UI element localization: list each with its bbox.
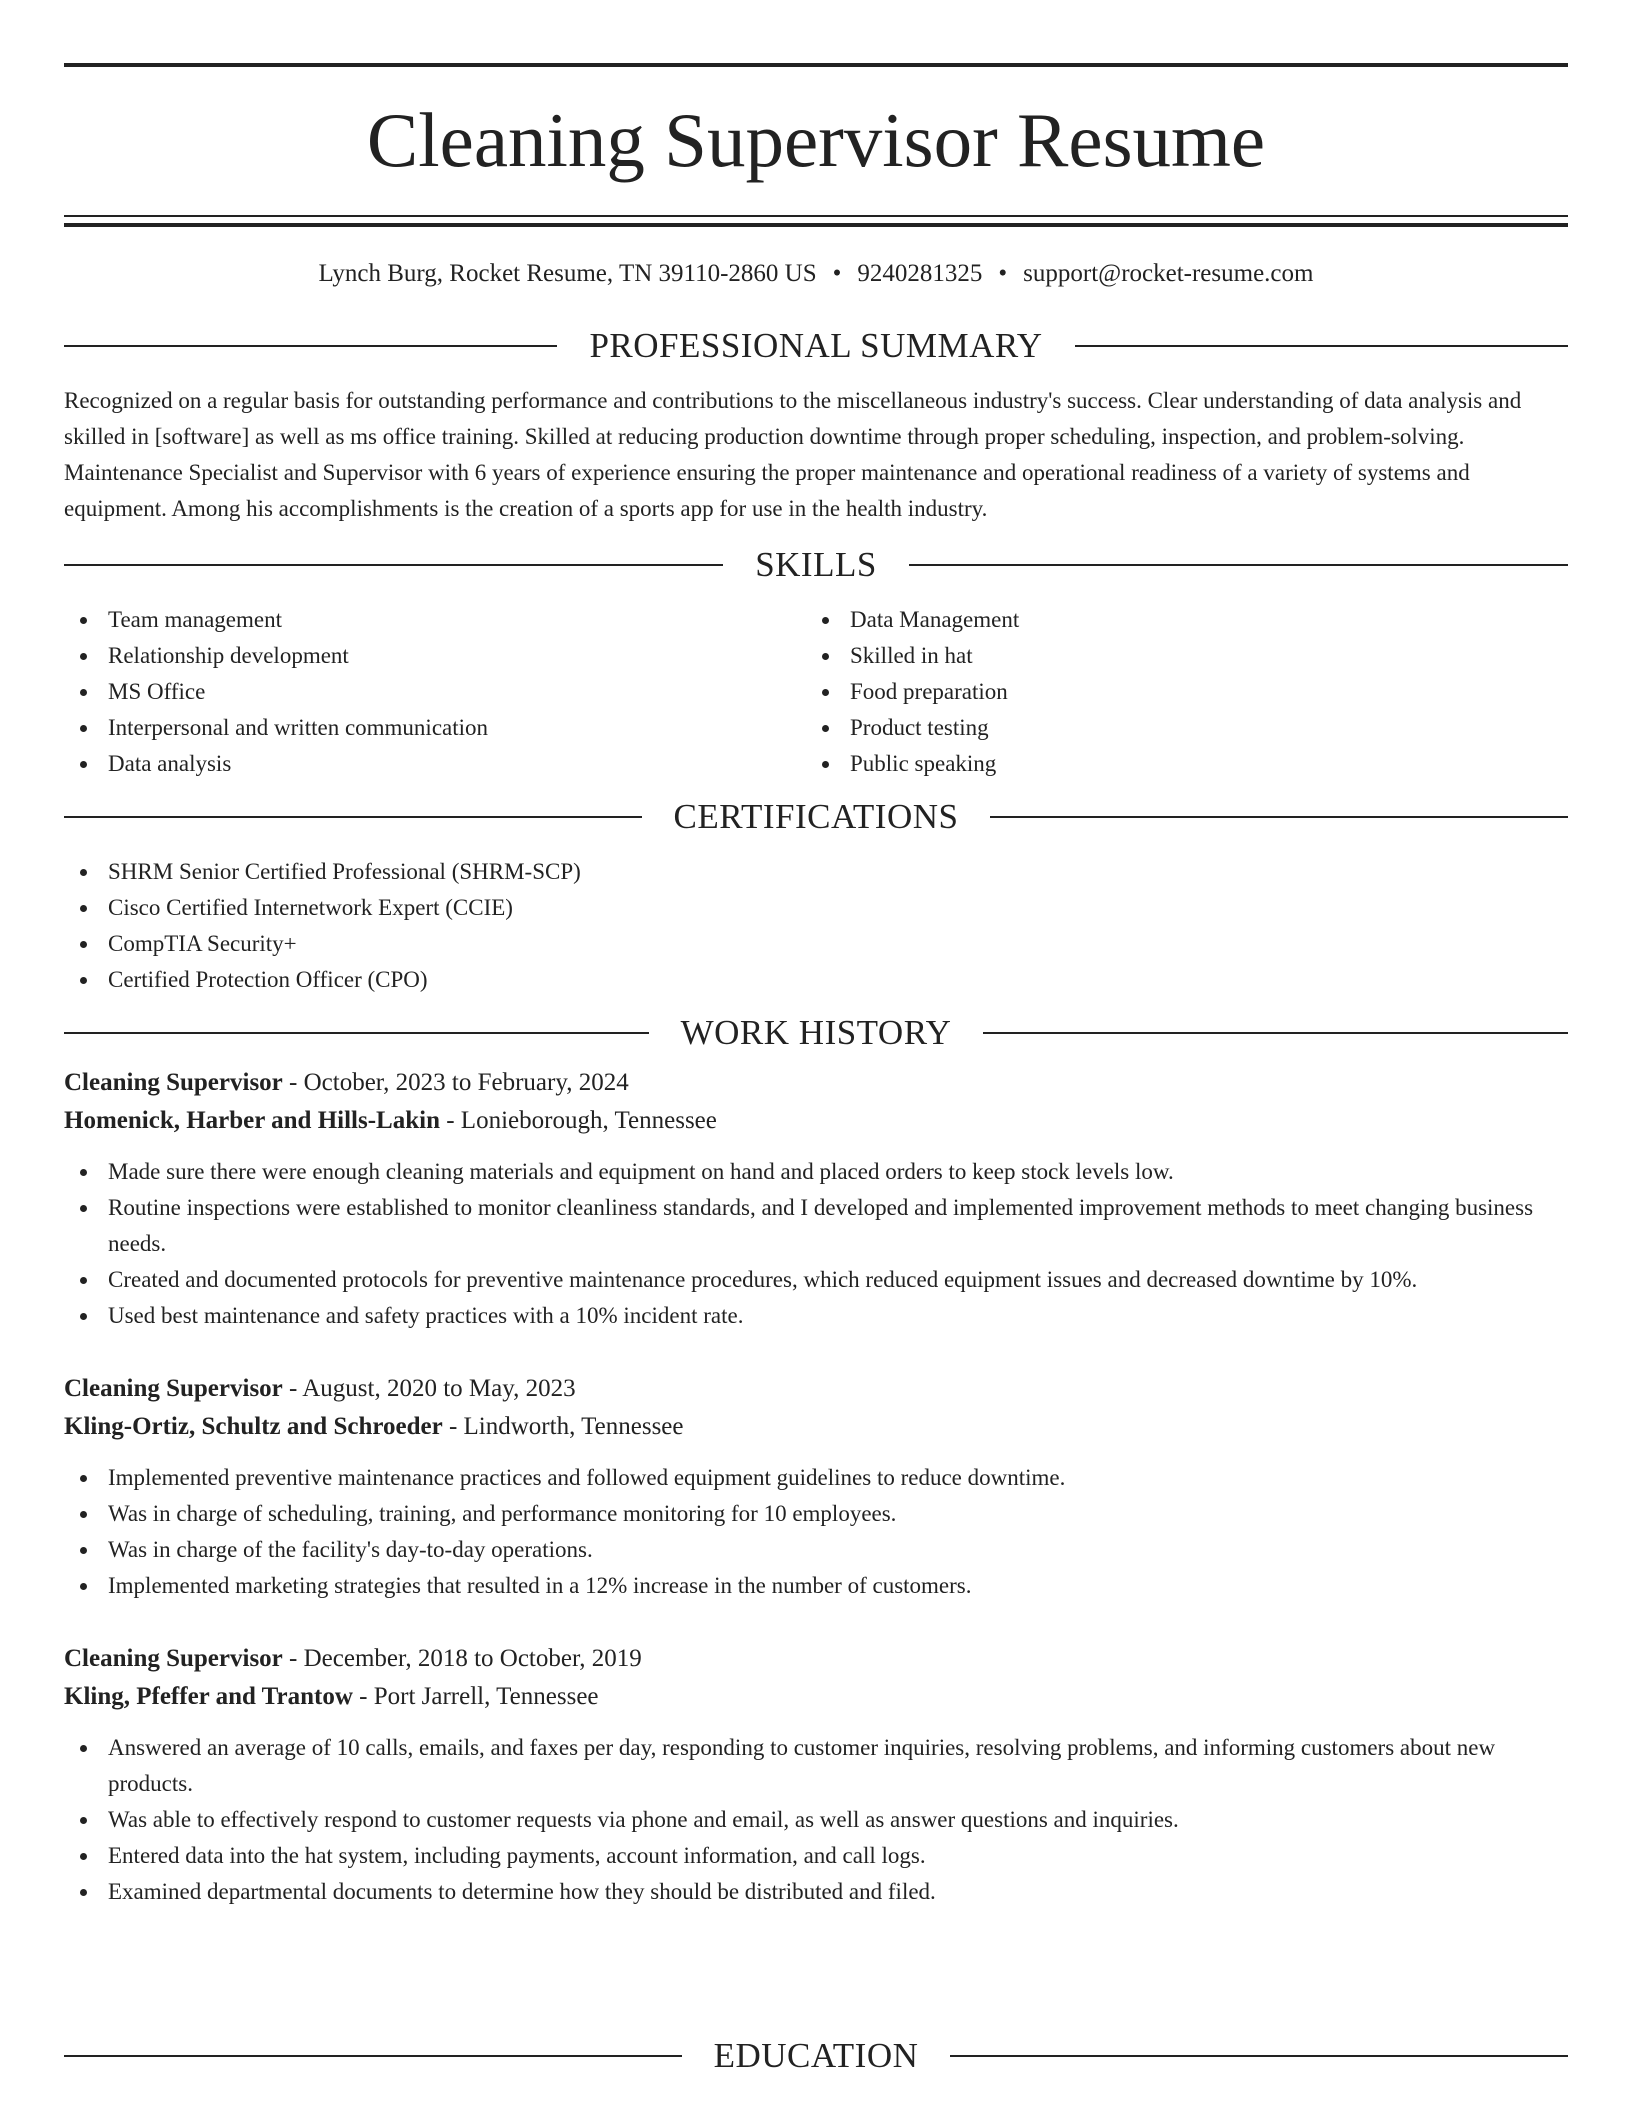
heading-rule: [64, 2055, 682, 2057]
job-title-line: [64, 1640, 1568, 1678]
heading-rule: [64, 564, 723, 566]
job-entry: [64, 1064, 1568, 1334]
section-heading-certifications: [64, 796, 1568, 838]
job-dates: - August, 2020 to May, 2023: [282, 1375, 576, 1402]
resume-page: [64, 0, 1568, 2075]
job-location: - Lindworth, Tennessee: [442, 1413, 684, 1440]
skill-item: Data analysis: [64, 746, 806, 782]
section-title: SKILLS: [755, 545, 877, 584]
job-bullet: Was in charge of scheduling, training, and performance monitoring for 10 employees.: [64, 1496, 1568, 1532]
job-dates: - December, 2018 to October, 2019: [282, 1645, 642, 1672]
job-bullet: Entered data into the hat system, including payments, account information, and call logs.: [64, 1838, 1568, 1874]
skills-list-right: [806, 602, 1548, 782]
heading-rule: [64, 1032, 649, 1034]
title-double-rule: [64, 215, 1568, 227]
job-company: Homenick, Harber and Hills-Lakin: [64, 1107, 440, 1134]
section-heading-education: [64, 2035, 1568, 2077]
resume-title: Cleaning Supervisor Resume: [366, 97, 1266, 183]
heading-rule: [64, 816, 642, 818]
section-heading-skills: [64, 544, 1568, 586]
skills-grid: [64, 602, 1568, 782]
job-company: Kling-Ortiz, Schultz and Schroeder: [64, 1413, 443, 1440]
job-company-line: [64, 1678, 1568, 1716]
certification-item: CompTIA Security+: [64, 926, 1568, 962]
job-role: Cleaning Supervisor: [64, 1069, 283, 1096]
summary-paragraph: Recognized on a regular basis for outstanding performance and contributions to the miscellaneous industry's success. Clear understanding of data analysis and skilled in [software] as well as ms office training. Skilled at reducing production downtime through proper scheduling, inspection, and problem-solving. Maintenance Specialist and Supervisor with 6 years of experience ensuring the proper maintenance and operational readiness of a variety of systems and equipment. Among his accomplishments is the creation of a sports app for use in the health industry.: [64, 388, 1522, 521]
job-bullet: Made sure there were enough cleaning materials and equipment on hand and placed orders to keep stock levels low.: [64, 1154, 1568, 1190]
job-entry: [64, 1640, 1568, 1910]
job-role: Cleaning Supervisor: [64, 1375, 283, 1402]
job-company-line: [64, 1408, 1568, 1446]
heading-rule: [990, 816, 1568, 818]
heading-rule: [983, 1032, 1568, 1034]
top-rule: [64, 63, 1568, 67]
skills-list-left: [64, 602, 806, 782]
skill-item: MS Office: [64, 674, 806, 710]
section-title: CERTIFICATIONS: [673, 797, 959, 836]
section-title: EDUCATION: [713, 2036, 919, 2075]
job-dates: - October, 2023 to February, 2024: [282, 1069, 629, 1096]
contact-separator: •: [832, 260, 842, 287]
job-bullets: [64, 1460, 1568, 1604]
skill-item: Skilled in hat: [806, 638, 1548, 674]
contact-address: Lynch Burg, Rocket Resume, TN 39110-2860 US: [318, 260, 817, 287]
certification-item: Certified Protection Officer (CPO): [64, 962, 1568, 998]
job-bullet: Examined departmental documents to determine how they should be distributed and filed.: [64, 1874, 1568, 1910]
job-location: - Lonieborough, Tennessee: [439, 1107, 717, 1134]
job-bullet: Was able to effectively respond to customer requests via phone and email, as well as answer questions and inquiries.: [64, 1802, 1568, 1838]
job-bullet: Was in charge of the facility's day-to-day operations.: [64, 1532, 1568, 1568]
section-title: PROFESSIONAL SUMMARY: [589, 326, 1043, 365]
certification-item: Cisco Certified Internetwork Expert (CCIE): [64, 890, 1568, 926]
job-bullet: Implemented marketing strategies that resulted in a 12% increase in the number of customers.: [64, 1568, 1568, 1604]
job-bullet: Answered an average of 10 calls, emails, and faxes per day, responding to customer inquiries, resolving problems, and informing customers about new products.: [64, 1730, 1568, 1802]
skill-item: Interpersonal and written communication: [64, 710, 806, 746]
job-company-line: [64, 1102, 1568, 1140]
contact-phone: 9240281325: [857, 260, 983, 287]
work-history: [64, 1054, 1568, 2004]
job-bullet: Implemented preventive maintenance practices and followed equipment guidelines to reduce downtime.: [64, 1460, 1568, 1496]
certifications-list: [64, 854, 1568, 998]
heading-rule: [64, 345, 557, 347]
section-heading-work-history: [64, 1012, 1568, 1054]
job-bullet: Used best maintenance and safety practices with a 10% incident rate.: [64, 1298, 1568, 1334]
skill-item: Team management: [64, 602, 806, 638]
job-bullets: [64, 1730, 1568, 1910]
heading-rule: [1075, 345, 1568, 347]
job-title-line: [64, 1370, 1568, 1408]
contact-line: [64, 259, 1568, 289]
heading-rule: [909, 564, 1568, 566]
job-title-line: [64, 1064, 1568, 1102]
job-role: Cleaning Supervisor: [64, 1645, 283, 1672]
skill-item: Data Management: [806, 602, 1548, 638]
skill-item: Product testing: [806, 710, 1548, 746]
job-location: - Port Jarrell, Tennessee: [352, 1683, 599, 1710]
job-bullet: Routine inspections were established to monitor cleanliness standards, and I developed and implemented improvement methods to meet changing business needs.: [64, 1190, 1568, 1262]
skill-item: Relationship development: [64, 638, 806, 674]
job-company: Kling, Pfeffer and Trantow: [64, 1683, 353, 1710]
job-bullet: Created and documented protocols for preventive maintenance procedures, which reduced equipment issues and decreased downtime by 10%.: [64, 1262, 1568, 1298]
job-entry: [64, 1370, 1568, 1604]
job-bullets: [64, 1154, 1568, 1334]
skill-item: Food preparation: [806, 674, 1548, 710]
skill-item: Public speaking: [806, 746, 1548, 782]
contact-email: support@rocket-resume.com: [1023, 260, 1314, 287]
certification-item: SHRM Senior Certified Professional (SHRM-SCP): [64, 854, 1568, 890]
contact-separator: •: [998, 260, 1008, 287]
section-heading-summary: [64, 325, 1568, 367]
heading-rule: [950, 2055, 1568, 2057]
section-title: WORK HISTORY: [680, 1013, 952, 1052]
